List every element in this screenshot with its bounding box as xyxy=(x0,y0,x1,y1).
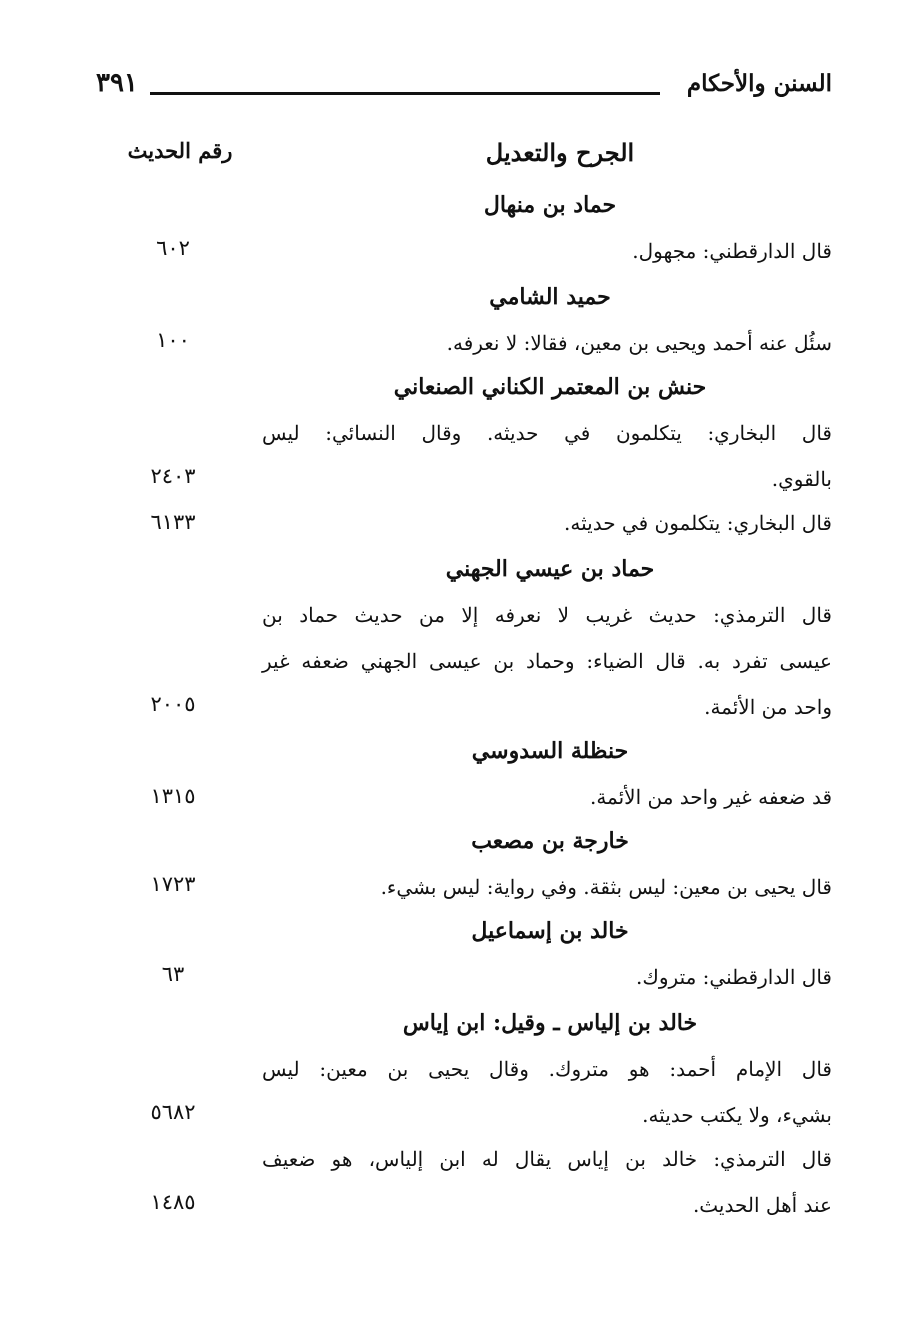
entry-text xyxy=(262,410,832,502)
hadith-number: ٢٠٠٥ xyxy=(150,692,196,716)
narrator-name: حنش بن المعتمر الكناني الصنعاني xyxy=(393,374,707,400)
entry-text xyxy=(262,320,832,366)
narrator-name: حنظلة السدوسي xyxy=(471,738,629,764)
entry-line: قال الإمام أحمد: هو متروك. وقال يحيى بن معين: ليس xyxy=(262,1057,832,1081)
entry-text xyxy=(262,864,832,910)
entry-line: عند أهل الحديث. xyxy=(692,1193,832,1217)
header-rule xyxy=(150,92,660,95)
entry-line: قال يحيى بن معين: ليس بثقة. وفي رواية: ليس بشيء. xyxy=(380,875,832,899)
entry-line: قد ضعفه غير واحد من الأئمة. xyxy=(589,785,832,809)
entry-text xyxy=(262,954,832,1000)
entry-text xyxy=(262,1136,832,1228)
narrator-name: خارجة بن مصعب xyxy=(471,828,629,854)
hadith-number: ٢٤٠٣ xyxy=(150,464,196,488)
entry-line: سئُل عنه أحمد ويحيى بن معين، فقالا: لا نعرفه. xyxy=(446,331,832,355)
entry-text xyxy=(262,592,832,730)
entry-line: بالقوي. xyxy=(771,467,832,491)
entry-line: قال الدارقطني: متروك. xyxy=(636,965,832,989)
column-heading-main: الجرح والتعديل xyxy=(485,138,635,167)
narrator-name: خالد بن إلياس ـ وقيل: ابن إياس xyxy=(402,1010,698,1036)
hadith-number: ١٧٢٣ xyxy=(150,872,196,896)
hadith-number: ٦٠٢ xyxy=(156,236,190,260)
hadith-number: ١٤٨٥ xyxy=(150,1190,196,1214)
entry-line: قال البخاري: يتكلمون في حديثه. وقال النسائي: ليس xyxy=(262,421,832,445)
hadith-number: ٦١٣٣ xyxy=(150,510,196,534)
entry-text xyxy=(262,500,832,546)
entry-line: قال البخاري: يتكلمون في حديثه. xyxy=(564,511,832,535)
hadith-number: ٦٣ xyxy=(161,962,185,986)
entry-text xyxy=(262,774,832,820)
entry-line: بشيء، ولا يكتب حديثه. xyxy=(642,1103,832,1127)
narrator-name: حميد الشامي xyxy=(489,284,611,310)
entry-text xyxy=(262,1046,832,1138)
entry-line: قال الدارقطني: مجهول. xyxy=(632,239,832,263)
narrator-name: خالد بن إسماعيل xyxy=(471,918,629,944)
entry-line: قال الترمذي: حديث غريب لا نعرفه إلا من حديث حماد بن xyxy=(262,603,832,627)
running-title: السنن والأحكام xyxy=(686,70,832,97)
column-heading-number: رقم الحديث xyxy=(127,138,233,163)
hadith-number: ٥٦٨٢ xyxy=(150,1100,196,1124)
entry-text xyxy=(262,228,832,274)
hadith-number: ١٠٠ xyxy=(156,328,190,352)
page-number: ٣٩١ xyxy=(96,68,138,98)
entry-line: عيسى تفرد به. قال الضياء: وحماد بن عيسى الجهني ضعفه غير xyxy=(262,649,832,673)
entry-line: قال الترمذي: خالد بن إياس يقال له ابن إلياس، هو ضعيف xyxy=(262,1147,832,1171)
hadith-number: ١٣١٥ xyxy=(150,784,196,808)
narrator-name: حماد بن عيسي الجهني xyxy=(445,556,655,582)
entry-line: واحد من الأئمة. xyxy=(704,695,832,719)
narrator-name: حماد بن منهال xyxy=(483,192,617,218)
